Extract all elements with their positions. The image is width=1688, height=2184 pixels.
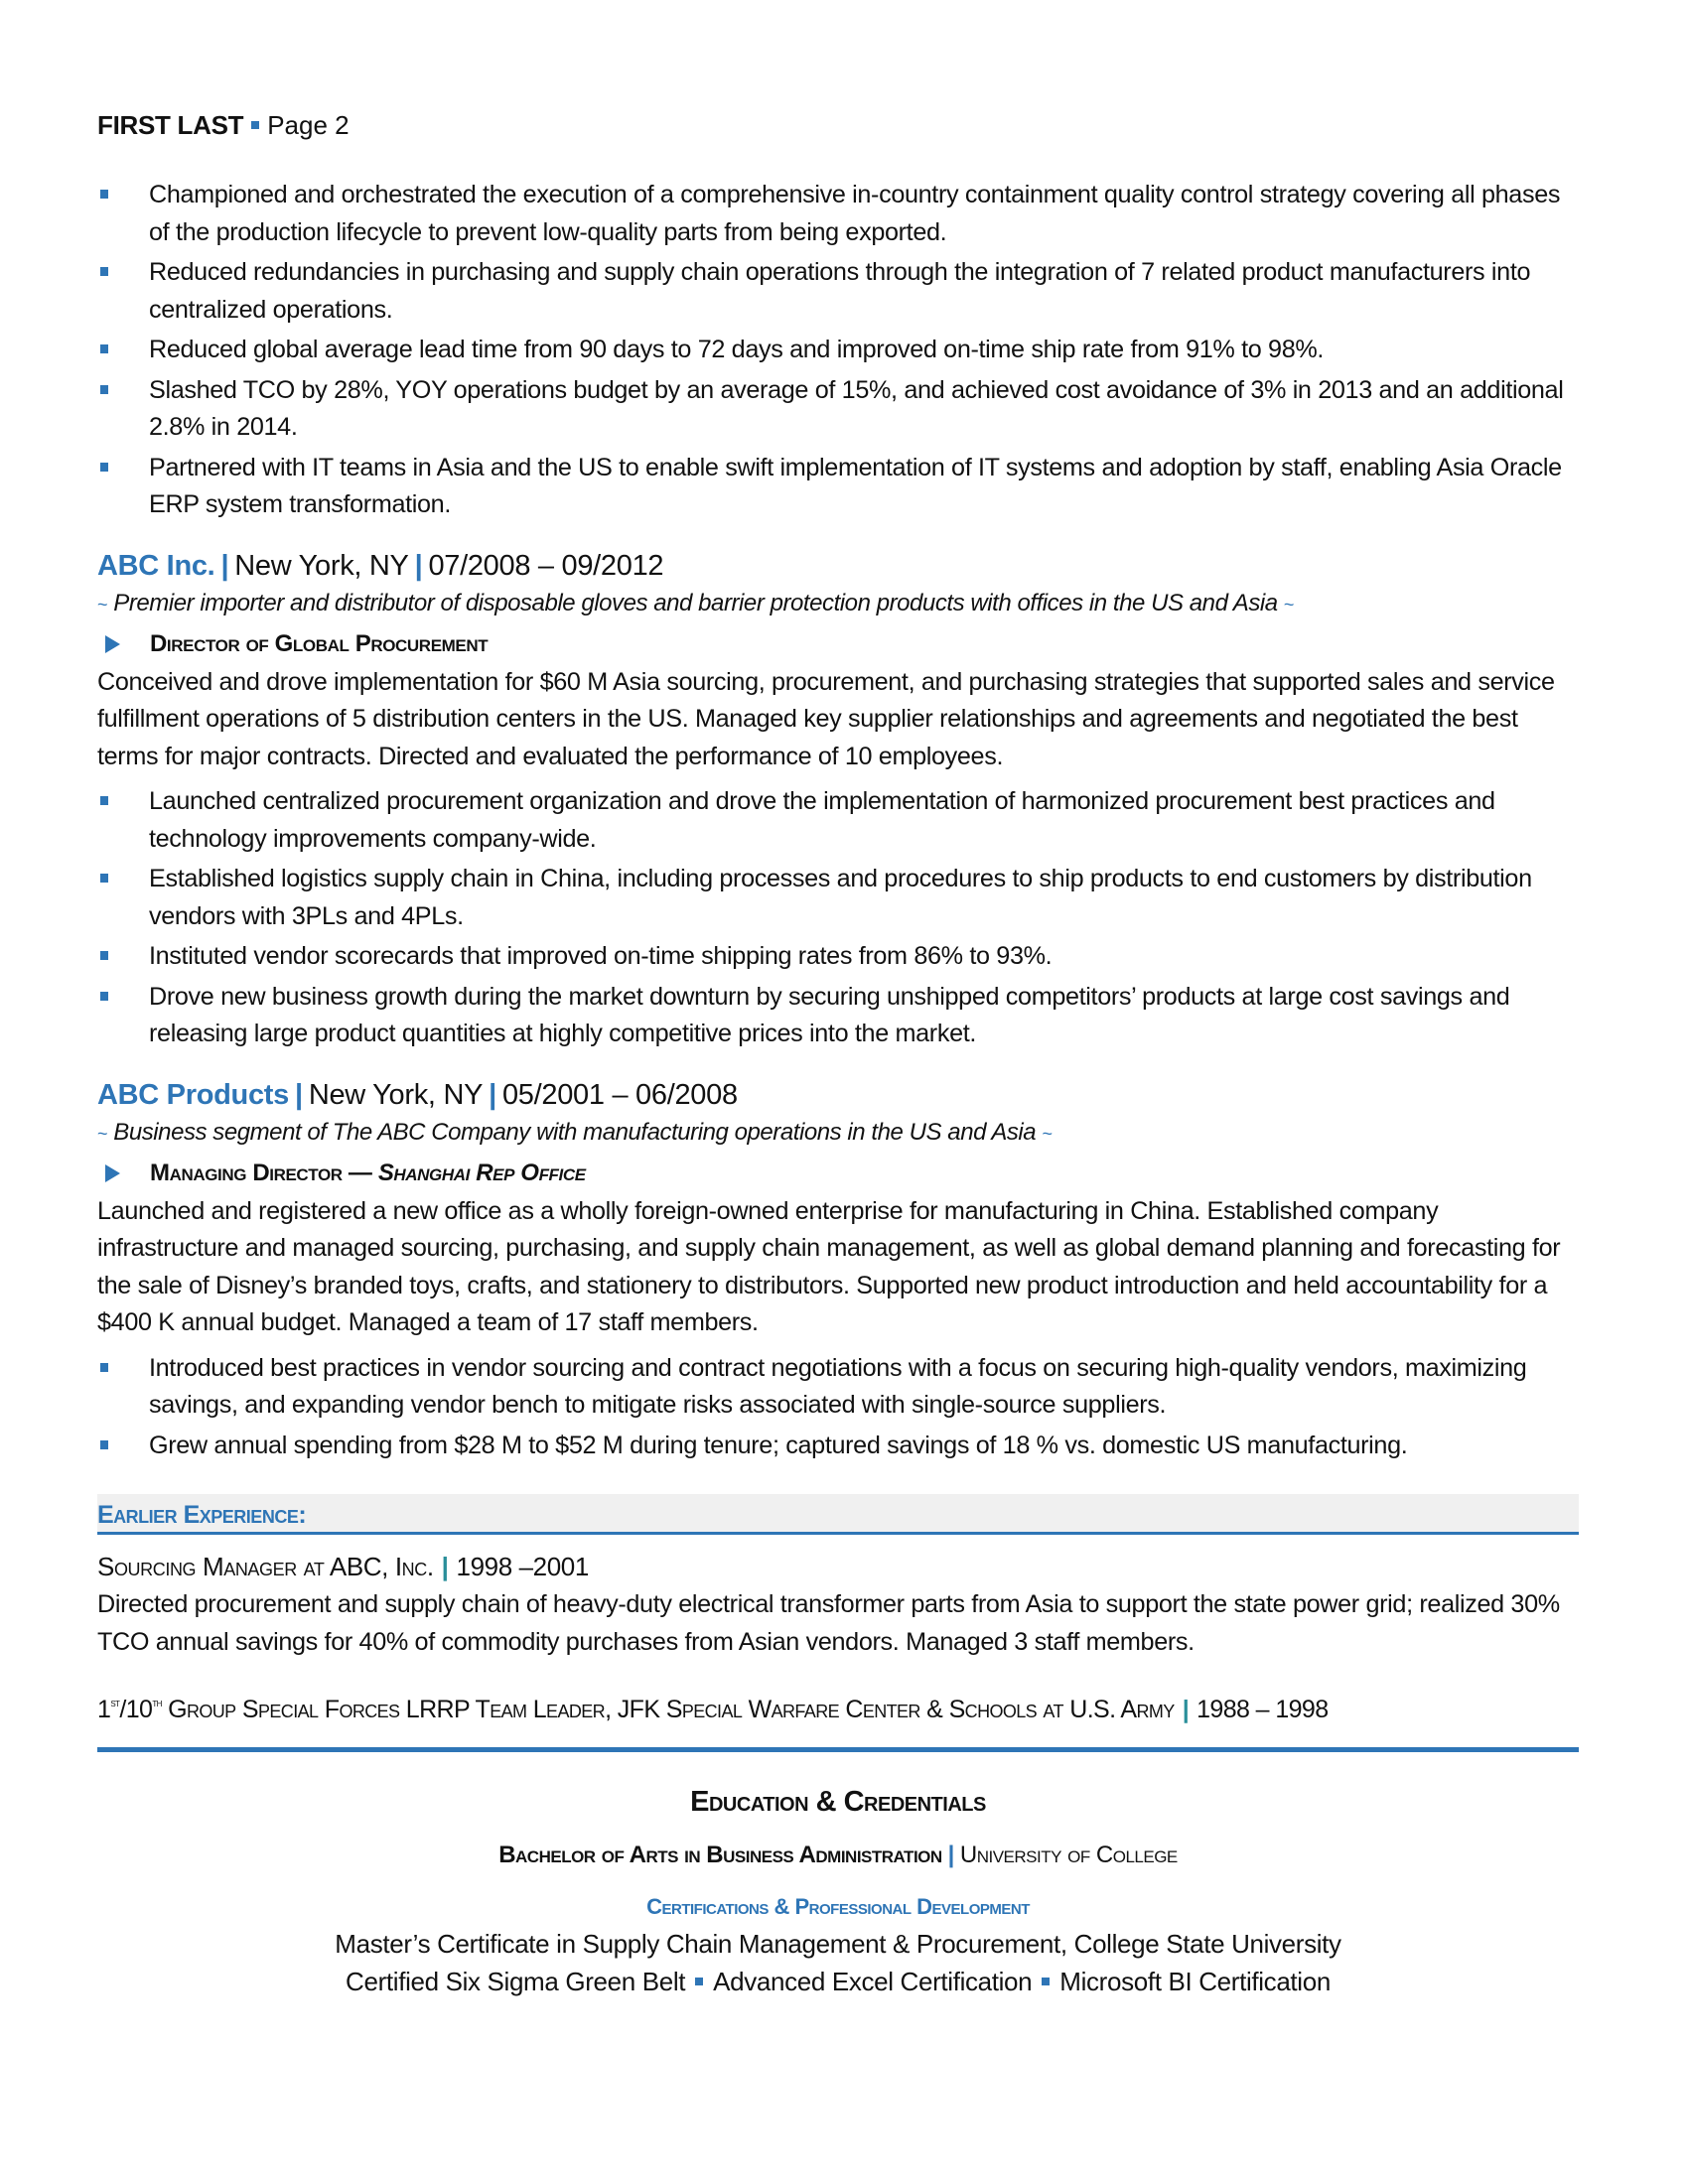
company-tagline: ~ Business segment of The ABC Company with manufacturing operations in the US and Asia ~ [97, 1118, 1053, 1146]
company-tagline: ~ Premier importer and distributor of disposable gloves and barrier protection products with offices in the US and Asia ~ [97, 589, 1294, 616]
square-bullet-icon [100, 874, 108, 883]
earlier-experience-heading-bar [97, 1494, 1579, 1535]
job-dates: 07/2008 – 09/2012 [428, 549, 664, 582]
education-section [97, 1782, 1579, 2000]
square-bullet-icon [100, 344, 108, 353]
entry-dates: 1988 – 1998 [1196, 1696, 1329, 1723]
square-bullet-icon [100, 190, 108, 199]
square-bullet-icon [100, 1440, 108, 1449]
square-bullet-icon [1042, 1978, 1050, 1985]
page-number: Page 2 [267, 110, 350, 140]
role-office: Shanghai Rep Office [377, 1159, 586, 1186]
job-bullet-list [97, 1350, 1579, 1465]
company-name: ABC Products [97, 1078, 289, 1111]
list-item: Grew annual spending from $28 M to $52 M during tenure; captured savings of 18 % vs. domestic US manufacturing. [97, 1428, 1579, 1465]
square-bullet-icon [100, 463, 108, 472]
job-summary: Launched and registered a new office as a wholly foreign-owned enterprise for manufacturing in China. Established company infrastructure and managed sourcing, purchasing, and supply chain management, as well as global demand planning and forecasting for the sale of Disney’s branded toys, crafts, and stationery to distributors. Supported new product introduction and held accountability for a $400 K annual budget. Managed a team of 17 staff members. [97, 1196, 1561, 1336]
tilde-mark: ~ [1283, 594, 1294, 614]
job-entry-abc-inc [97, 546, 1579, 1053]
page-header [97, 107, 1579, 143]
degree-line [97, 1836, 1579, 1875]
separator: | [294, 1078, 303, 1111]
tilde-mark: ~ [97, 594, 108, 614]
job-location: New York, NY [308, 1078, 484, 1111]
tilde-mark: ~ [97, 1123, 108, 1144]
job-dates: 05/2001 – 06/2008 [501, 1078, 738, 1111]
separator: | [414, 549, 423, 582]
square-bullet-icon [251, 121, 259, 129]
tilde-mark: ~ [1042, 1123, 1053, 1144]
section-divider [97, 1747, 1579, 1752]
separator: | [489, 1078, 496, 1111]
square-bullet-icon [100, 267, 108, 276]
list-item: Partnered with IT teams in Asia and the US to enable swift implementation of IT systems and adoption by staff, enabling Asia Oracle ERP system transformation. [97, 450, 1579, 524]
list-item: Established logistics supply chain in China, including processes and procedures to ship products to end customers by distribution vendors with 3PLs and 4PLs. [97, 861, 1579, 935]
role-title: Managing Director — Shanghai Rep Office [97, 1154, 1579, 1193]
separator: | [220, 549, 229, 582]
separator: | [441, 1552, 449, 1581]
list-item: Reduced redundancies in purchasing and supply chain operations through the integration of 7 related product manufacturers into centralized operations. [97, 254, 1579, 329]
continued-bullet-list [97, 177, 1579, 524]
list-item: Reduced global average lead time from 90 days to 72 days and improved on-time ship rate from 91% to 98%. [97, 332, 1579, 369]
earlier-entry-title: 1st/10th Group Special Forces LRRP Team Leader, JFK Special Warfare Center & Schools at U.S. Army | 1988 – 1998 [97, 1696, 1329, 1723]
certificate-line: Master’s Certificate in Supply Chain Management & Procurement, College State University [335, 1929, 1341, 1959]
square-bullet-icon [100, 385, 108, 394]
earlier-entry-description: Directed procurement and supply chain of heavy-duty electrical transformer parts from Asia to support the state power grid; realized 30% TCO annual savings for 40% of commodity purchases from Asian vendors. Managed 3 staff members. [97, 1590, 1560, 1656]
section-heading: Earlier Experience: [97, 1501, 307, 1529]
job-bullet-list [97, 783, 1579, 1053]
job-entry-abc-products [97, 1075, 1579, 1465]
square-bullet-icon [100, 992, 108, 1001]
certification-item: Certified Six Sigma Green Belt [346, 1967, 686, 1996]
separator: | [947, 1842, 954, 1868]
job-summary: Conceived and drove implementation for $60 M Asia sourcing, procurement, and purchasing strategies that supported sales and service fulfillment operations of 5 distribution centers in the US. Managed key supplier relationships and agreements and negotiated the best terms for major contracts. Directed and evaluated the performance of 10 employees. [97, 667, 1555, 770]
degree-name: Bachelor of Arts in Business Administration [498, 1842, 942, 1868]
list-item: Launched centralized procurement organization and drove the implementation of harmonized procurement best practices and technology improvements company-wide. [97, 783, 1579, 858]
list-item: Instituted vendor scorecards that improved on-time shipping rates from 86% to 93%. [97, 938, 1579, 976]
square-bullet-icon [100, 1363, 108, 1372]
list-item: Championed and orchestrated the execution of a comprehensive in-country containment quality control strategy covering all phases of the production lifecycle to prevent low-quality parts from being exported. [97, 177, 1579, 251]
earlier-entry-title: Sourcing Manager at ABC, Inc. | 1998 –2001 [97, 1552, 589, 1581]
separator: | [1182, 1696, 1190, 1723]
triangle-right-icon [105, 635, 120, 653]
square-bullet-icon [100, 951, 108, 960]
job-location: New York, NY [234, 549, 409, 582]
square-bullet-icon [100, 796, 108, 805]
list-item: Drove new business growth during the market downturn by securing unshipped competitors’ products at large cost savings and releasing large product quantities at highly competitive prices into the market. [97, 979, 1579, 1053]
certification-item: Microsoft BI Certification [1059, 1967, 1331, 1996]
square-bullet-icon [695, 1978, 703, 1985]
resume-page [97, 107, 1579, 2000]
list-item: Introduced best practices in vendor sourcing and contract negotiations with a focus on securing high-quality vendors, maximizing savings, and expanding vendor bench to mitigate risks associated with single-source suppliers. [97, 1350, 1579, 1425]
list-item: Slashed TCO by 28%, YOY operations budget by an average of 15%, and achieved cost avoidance of 3% in 2013 and an additional 2.8% in 2014. [97, 372, 1579, 447]
role-title: Director of Global Procurement [97, 624, 1579, 664]
section-heading: Education & Credentials [690, 1786, 986, 1818]
entry-dates: 1998 –2001 [456, 1552, 589, 1581]
certifications-list [97, 1963, 1579, 2000]
job-heading [97, 1075, 1579, 1115]
certifications-heading: Certifications & Professional Development [646, 1894, 1030, 1919]
triangle-right-icon [105, 1164, 120, 1182]
school-name: University of College [959, 1842, 1178, 1868]
candidate-name: FIRST LAST [97, 110, 244, 140]
company-name: ABC Inc. [97, 549, 215, 582]
job-heading [97, 546, 1579, 586]
certification-item: Advanced Excel Certification [713, 1967, 1033, 1996]
